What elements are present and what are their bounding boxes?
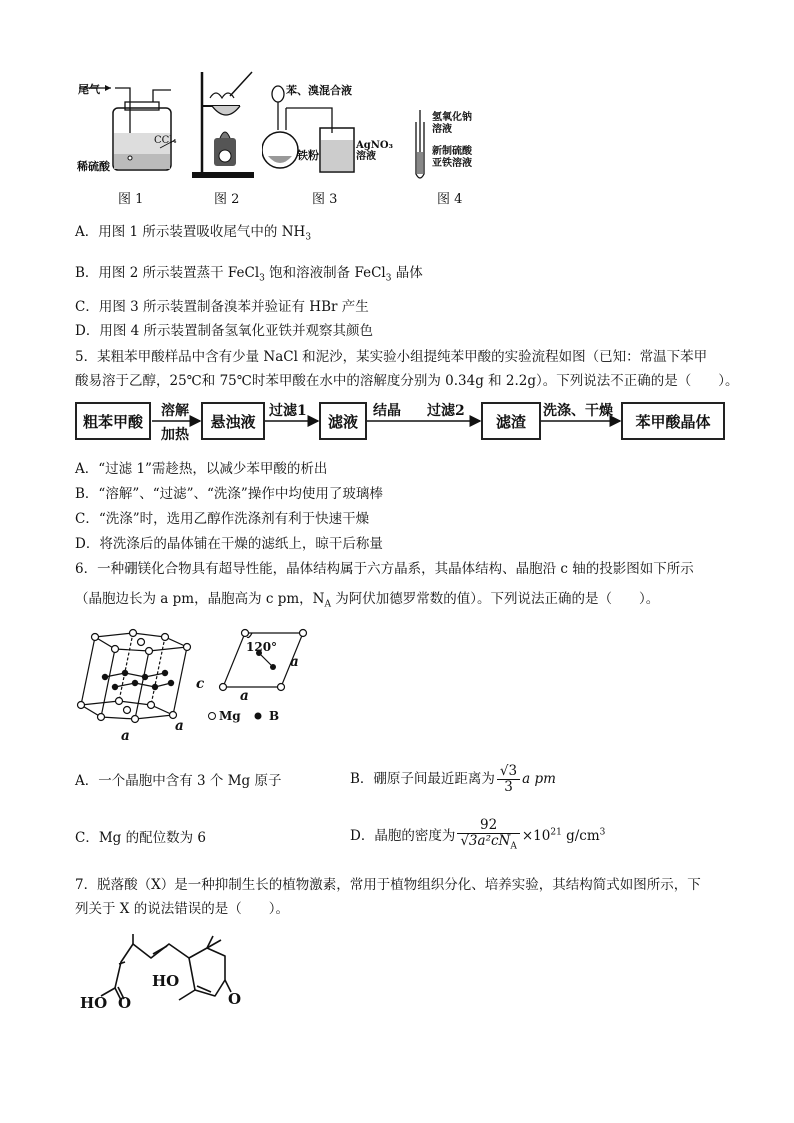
agno3-label: AgNO₃ 溶液: [356, 140, 393, 162]
structure-carbonyl-o: O: [118, 994, 132, 1012]
projection-angle: 120°: [246, 640, 278, 654]
q6-option-c: C．Mg 的配位数为 6: [75, 830, 206, 846]
naoh-label: 氢氧化钠 溶液: [432, 112, 472, 135]
q5-option-d: D．将洗涤后的晶体铺在干燥的滤纸上，晾干后称量: [75, 536, 383, 552]
flow-label-wash-dry: 洗涤、干燥: [543, 403, 613, 419]
structure-ho-carboxyl: HO: [80, 994, 108, 1012]
crystal-edge-a-2: a: [175, 718, 184, 734]
figure-2-evaporation: [190, 68, 260, 183]
flow-box-benzoic-acid-crystal: 苯甲酸晶体: [621, 402, 725, 440]
q6-stem-line1: 6．一种硼镁化合物具有超导性能，晶体结构属于六方晶系，其晶体结构、晶胞沿 c 轴的投影图如下所示: [75, 561, 694, 577]
q4-option-d: D．用图 4 所示装置制备氢氧化亚铁并观察其颜色: [75, 323, 373, 339]
q5-option-b: B．“溶解”、“过滤”、“洗涤”操作中均使用了玻璃棒: [75, 486, 383, 502]
structure-ho-ring: HO: [152, 972, 180, 990]
q6-option-a: A．一个晶胞中含有 3 个 Mg 原子: [75, 773, 282, 789]
q7-stem-line1: 7．脱落酸（X）是一种抑制生长的植物激素，常用于植物组织分化、培养实验，其结构简式如图所示，下: [75, 877, 701, 893]
projection-edge-a-2: a: [240, 688, 249, 704]
figure-2-caption: 图 2: [214, 192, 240, 207]
dilute-h2so4-label: 稀硫酸: [77, 160, 110, 173]
structure-ring-ketone-o: O: [228, 990, 242, 1008]
q7-stem-line2: 列关于 X 的说法错误的是（ ）。: [75, 901, 289, 917]
q5-stem-line1: 5．某粗苯甲酸样品中含有少量 NaCl 和泥沙，某实验小组提纯苯甲酸的实验流程如图（已知：常温下苯甲: [75, 349, 708, 365]
figure-4-caption: 图 4: [437, 192, 463, 207]
iron-powder-label: 铁粉: [297, 149, 319, 162]
q5-option-c: C．“洗涤”时，选用乙醇作洗涤剂有利于快速干燥: [75, 511, 370, 527]
flow-box-filtrate: 滤液: [319, 402, 367, 440]
benzene-bromine-label: 苯、溴混合液: [286, 84, 352, 97]
projection-edge-a-1: a: [290, 654, 299, 670]
feso4-label: 新制硫酸 亚铁溶液: [432, 146, 472, 169]
flow-box-residue: 滤渣: [481, 402, 541, 440]
figure-1-caption: 图 1: [118, 192, 144, 207]
legend-b: B: [269, 709, 280, 723]
q4-option-c: C．用图 3 所示装置制备溴苯并验证有 HBr 产生: [75, 299, 369, 315]
crystal-edge-a-1: a: [121, 728, 130, 744]
q4-option-b: B．用图 2 所示装置蒸干 FeCl$_3$ 饱和溶液制备 FeCl$_3$ 晶体: [75, 265, 423, 284]
q6-option-b: B．硼原子间最近距离为 $\frac{√3}{3}$ a pm: [350, 763, 556, 795]
flow-label-filter1: 过滤1: [269, 403, 307, 419]
flow-label-crystallize: 结晶: [373, 403, 401, 419]
flow-label-filter2: 过滤2: [427, 403, 465, 419]
q4-option-a: A．用图 1 所示装置吸收尾气中的 $NH_3$: [75, 224, 312, 243]
flow-label-dissolve: 溶解: [161, 403, 189, 419]
q5-option-a: A．“过滤 1”需趁热，以减少苯甲酸的析出: [75, 461, 328, 477]
tail-gas-label: 尾气: [78, 83, 100, 96]
legend-mg: Mg: [219, 709, 241, 723]
flow-label-heat: 加热: [161, 427, 189, 443]
q5-stem-line2: 酸易溶于乙醇，25℃和 75℃时苯甲酸在水中的溶解度分别为 0.34g 和 2.2g）。下列说法不正确的是（ ）。: [75, 373, 739, 389]
ccl4-label: CCl₄: [154, 135, 177, 146]
flow-box-crude-benzoic-acid: 粗苯甲酸: [75, 402, 151, 440]
q5-flowchart: [75, 398, 725, 448]
q6-stem-line2: （晶胞边长为 a pm，晶胞高为 c pm，$N_A$ 为阿伏加德罗常数的值）。下列说法正确的是（ ）。: [75, 591, 660, 610]
crystal-height-c: c: [196, 676, 205, 692]
q6-option-d: D．晶胞的密度为 $\frac{92}{√3a^2cN_A}$ $\times 10^{21}$ $g/cm^3$: [350, 817, 606, 852]
figure-3-caption: 图 3: [312, 192, 338, 207]
flow-box-suspension: 悬浊液: [201, 402, 265, 440]
